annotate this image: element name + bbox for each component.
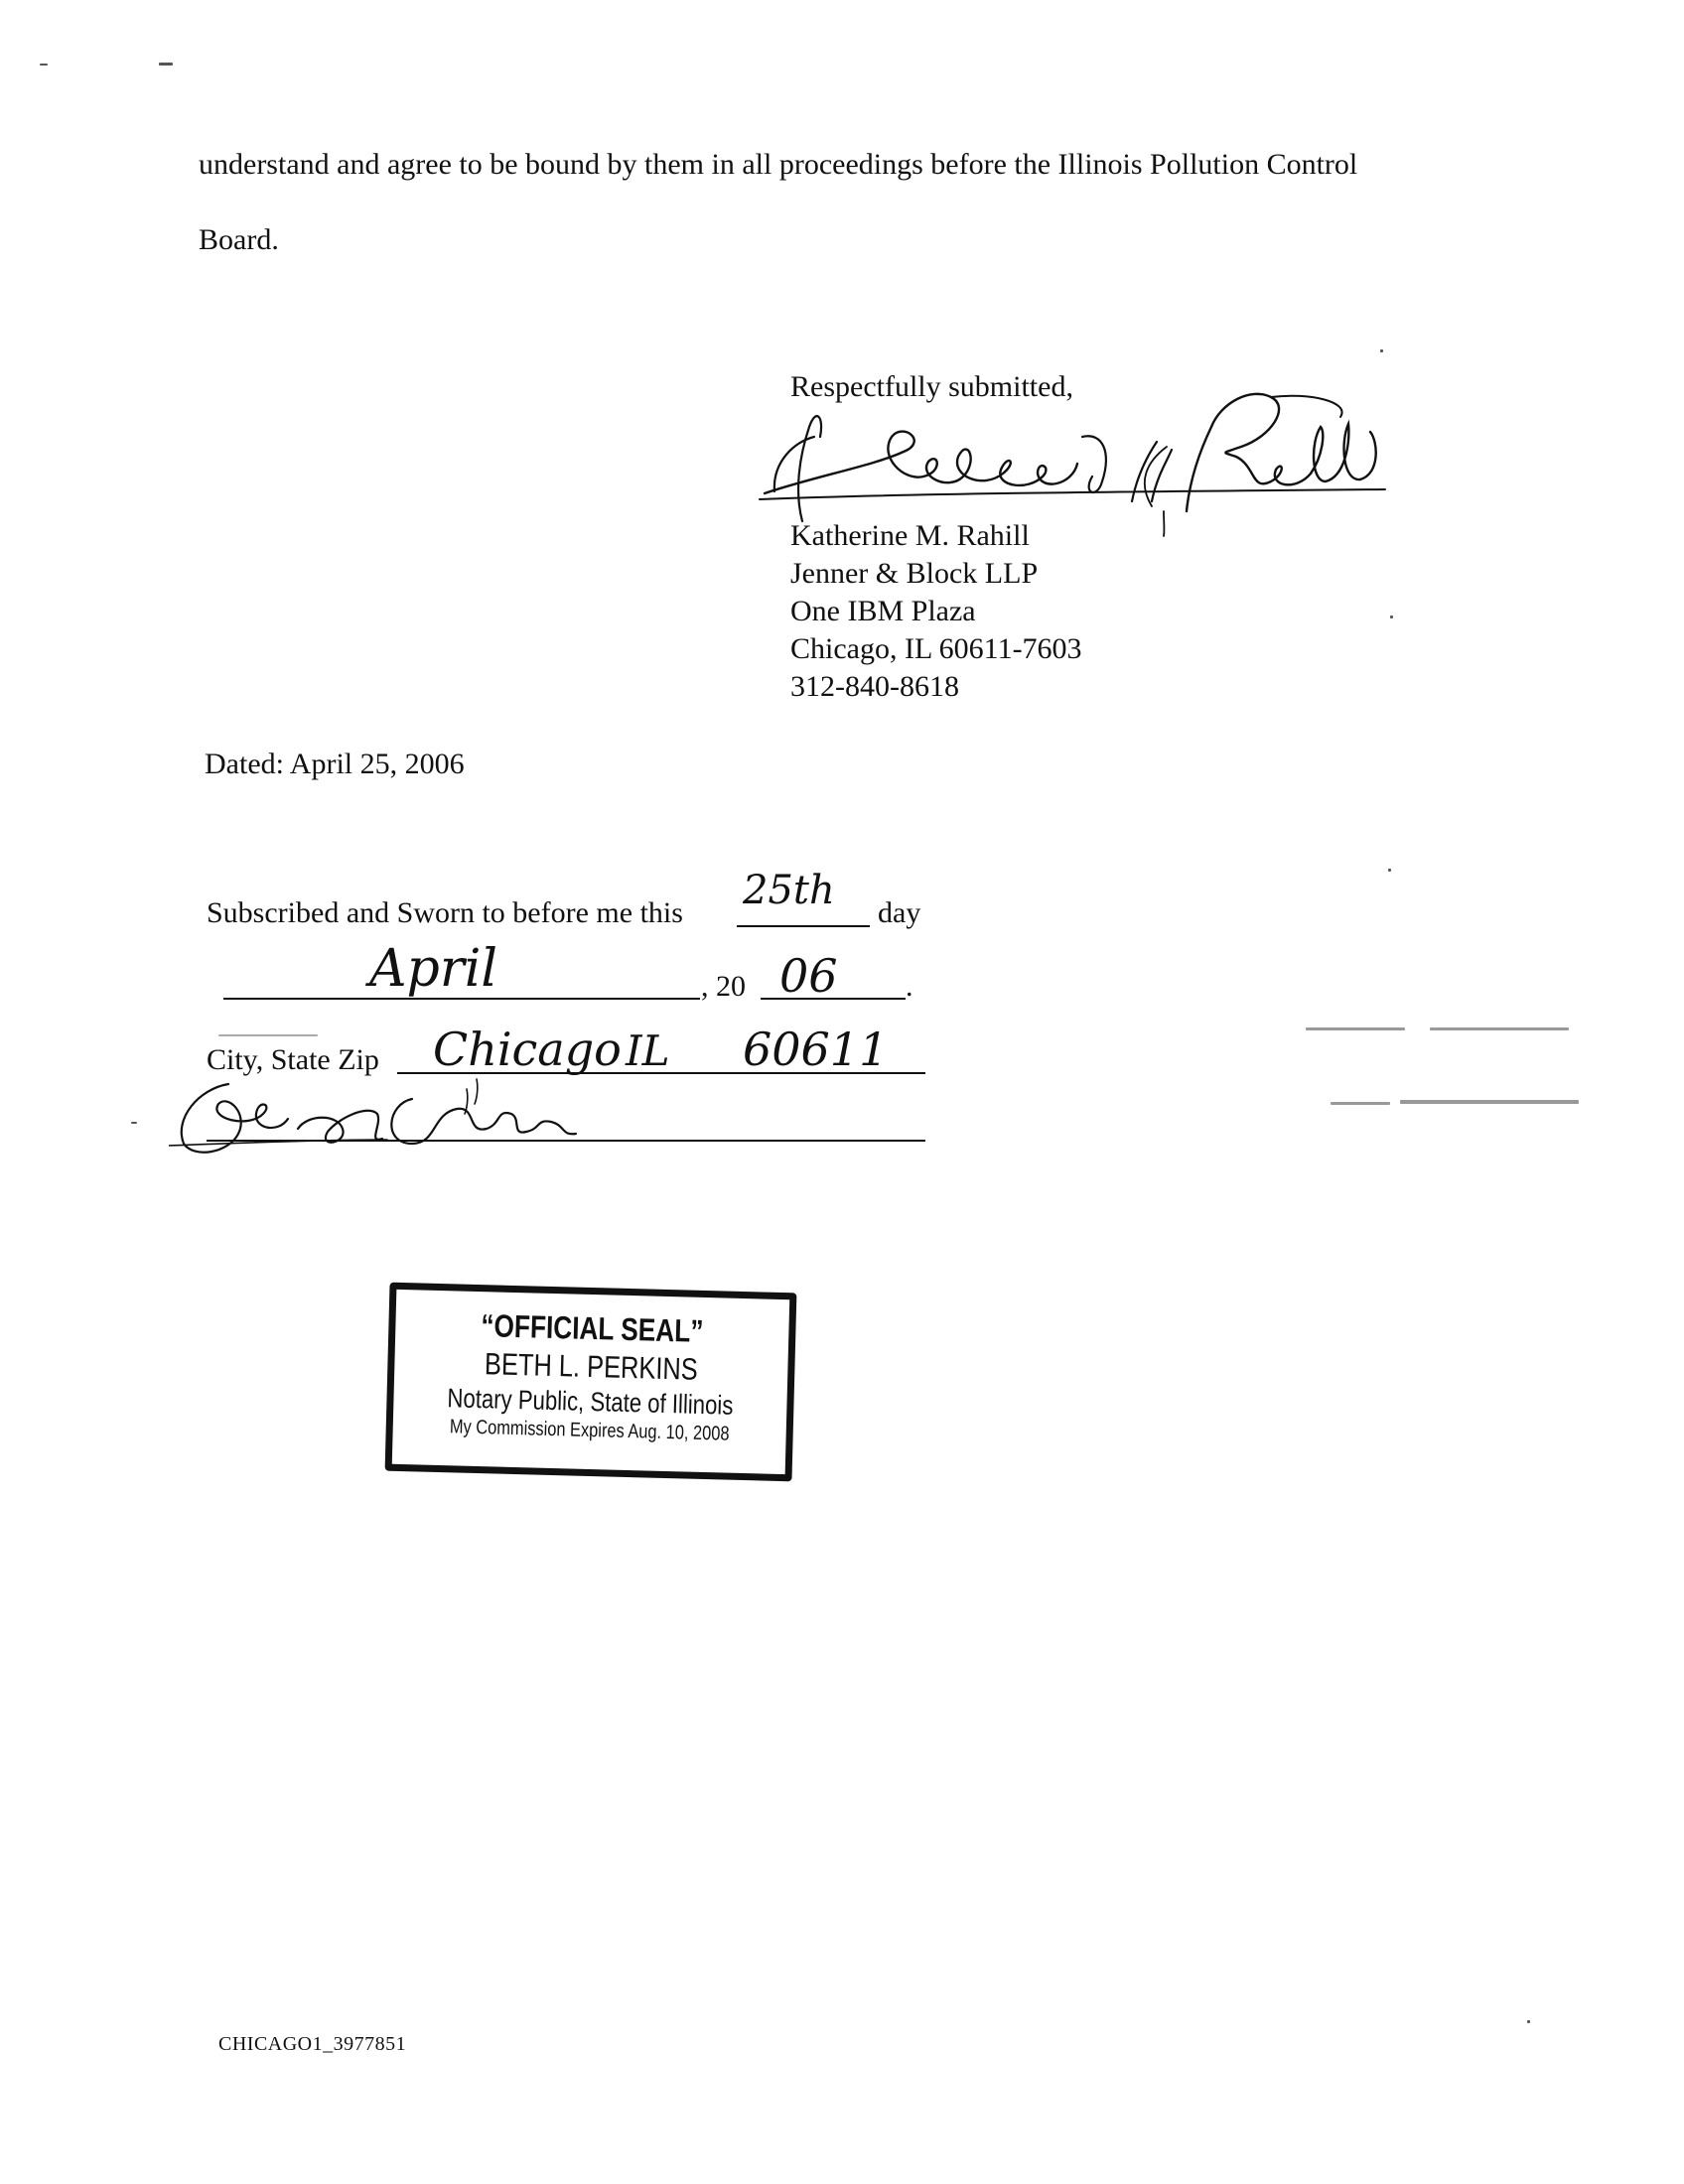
seal-notary-public: Notary Public, State of Illinois xyxy=(447,1383,734,1421)
scan-speck xyxy=(218,1034,318,1036)
rahill-signature xyxy=(755,382,1390,541)
notary-signature-underline xyxy=(207,1140,925,1142)
year-suffix: . xyxy=(906,970,913,1003)
scan-speck xyxy=(1331,1102,1390,1105)
year-value: 06 xyxy=(779,949,838,1003)
scan-speck xyxy=(1400,1100,1579,1104)
scan-speck xyxy=(40,64,48,66)
day-underline xyxy=(737,925,870,927)
signer-firm: Jenner & Block LLP xyxy=(790,557,1039,590)
document-id: CHICAGO1_3977851 xyxy=(218,2033,407,2055)
sworn-day-suffix: day xyxy=(878,896,921,929)
signer-phone: 312-840-8618 xyxy=(790,670,959,703)
city-state-zip-label: City, State Zip xyxy=(207,1043,379,1076)
scan-speck xyxy=(1306,1027,1405,1030)
scan-speck xyxy=(1527,2020,1530,2023)
seal-commission-expires: My Commission Expires Aug. 10, 2008 xyxy=(449,1416,730,1445)
signer-name: Katherine M. Rahill xyxy=(790,519,1030,552)
scan-speck xyxy=(131,1122,137,1124)
closing: Respectfully submitted, xyxy=(790,370,1073,403)
official-seal-stamp xyxy=(385,1283,797,1482)
scan-speck xyxy=(159,63,173,66)
city-value: Chicago xyxy=(433,1023,622,1076)
signer-address-2: Chicago, IL 60611-7603 xyxy=(790,632,1082,665)
seal-notary-name: BETH L. PERKINS xyxy=(484,1346,699,1387)
scan-speck xyxy=(1430,1027,1569,1030)
scan-speck xyxy=(1388,869,1391,872)
scan-speck xyxy=(1380,349,1383,352)
year-underline xyxy=(761,998,906,1000)
year-prefix: , 20 xyxy=(701,970,746,1003)
signer-address-1: One IBM Plaza xyxy=(790,595,976,627)
notary-signature xyxy=(169,1074,685,1163)
sworn-day-value: 25th xyxy=(743,868,835,913)
dated-line: Dated: April 25, 2006 xyxy=(205,748,465,780)
state-value: IL xyxy=(626,1026,670,1075)
body-line-1: understand and agree to be bound by them in all proceedings before the Illinois Pollution Control xyxy=(199,148,1358,181)
zip-value: 60611 xyxy=(743,1023,889,1076)
month-value: April xyxy=(369,939,497,999)
seal-title: “OFFICIAL SEAL” xyxy=(480,1307,704,1349)
scan-speck xyxy=(1390,615,1393,618)
sworn-prefix: Subscribed and Sworn to before me this xyxy=(207,896,683,929)
body-line-2: Board. xyxy=(199,223,279,256)
